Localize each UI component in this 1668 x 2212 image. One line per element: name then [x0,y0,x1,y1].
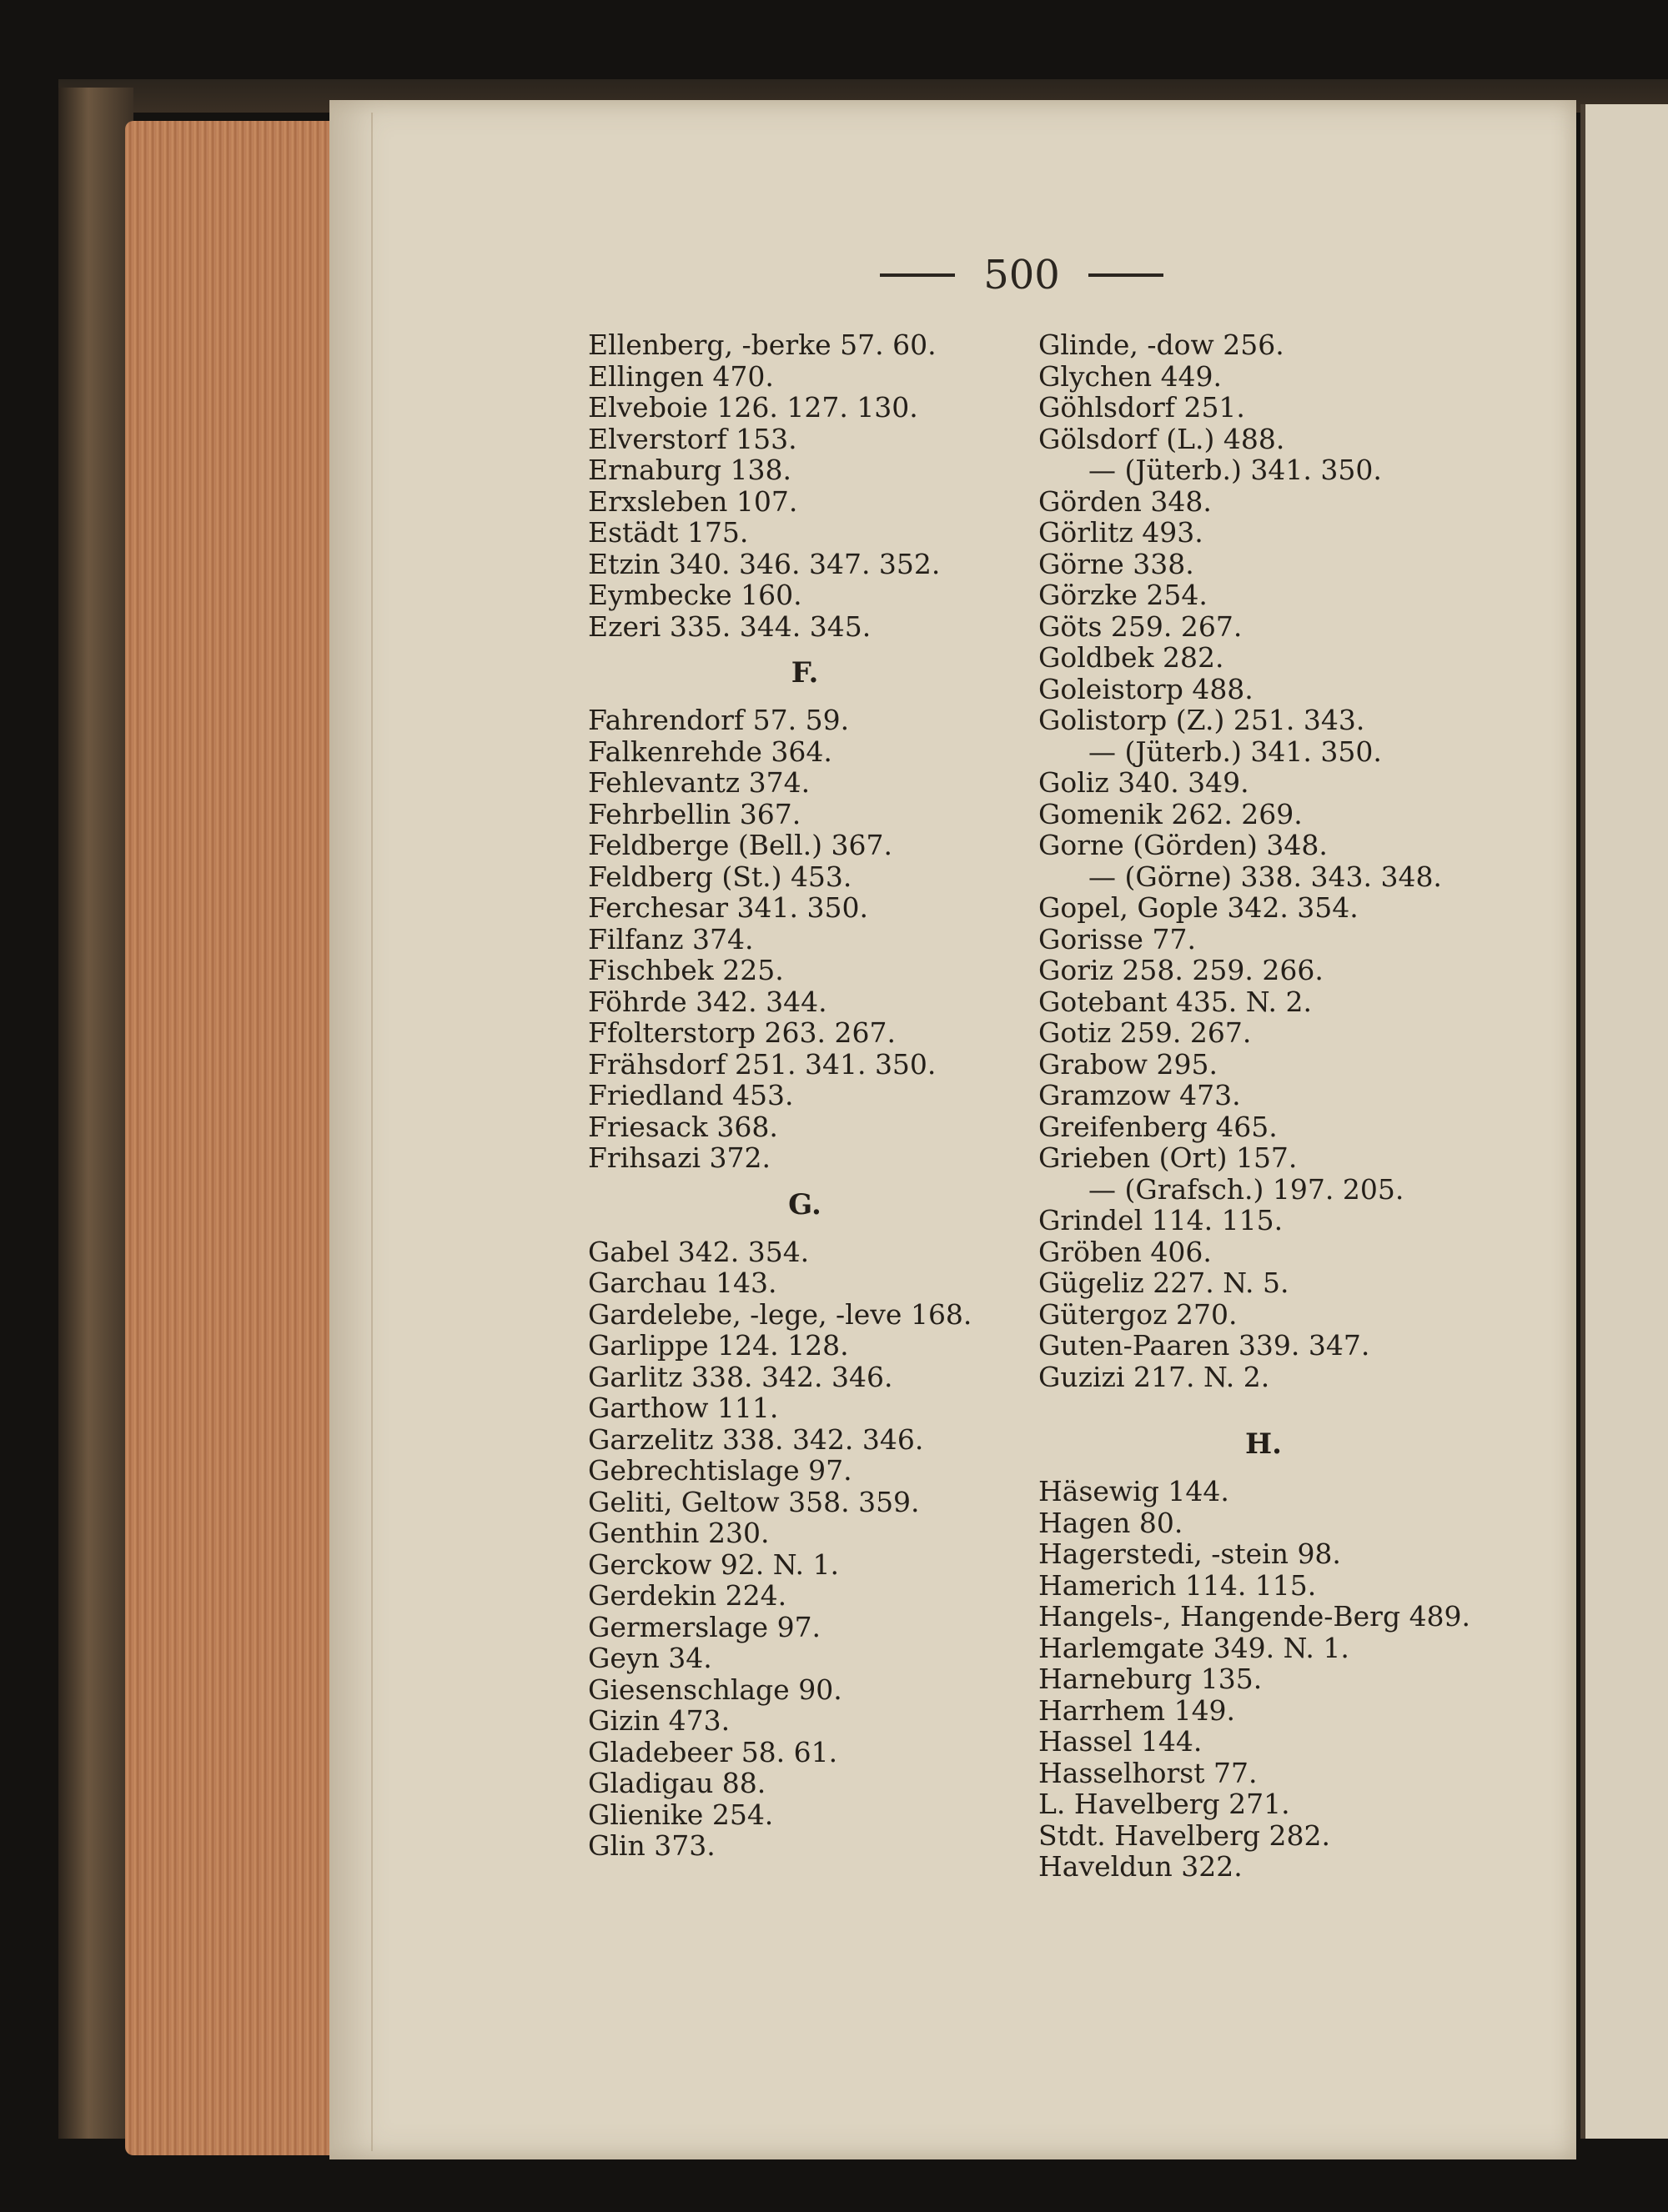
index-entry: Friedland 453. [588,1079,794,1111]
index-entry: Föhrde 342. 344. [588,985,827,1018]
index-entry: Golistorp (Z.) 251. 343. [1038,704,1365,736]
entries-g-end [1038,1205,1472,1392]
index-entry: Gizin 473. [588,1704,731,1737]
index-entry: Garlitz 338. 342. 346. [588,1360,893,1393]
index-entry: Goriz 258. 259. 266. [1038,954,1324,986]
section-heading-h: H. [1245,1427,1282,1461]
header-rule-left [880,273,955,277]
index-entry: Ezeri 335. 344. 345. [588,609,872,643]
book-binding [58,88,133,2139]
index-entry: Göhlsdorf 251. [1038,391,1245,424]
index-entry: Gerdekin 224. [588,1579,787,1612]
index-entry: Fehrbellin 367. [588,797,801,830]
index-entry: Etzin 340. 346. 347. 352. [588,547,941,580]
index-column-left [588,329,1022,1862]
index-entry: Gorisse 77. [1038,922,1196,956]
index-entry: Gebrechtislage 97. [588,1454,852,1487]
index-entry: Ellenberg, -berke 57. 60. [588,329,937,361]
index-entry: Goldbek 282. [1038,641,1224,674]
index-entry: Goleistorp 488. [1038,672,1254,705]
index-entry: Ernaburg 138. [588,454,792,486]
sub-entry: — (Grafsch.) 197. 205. [1088,1172,1404,1206]
index-entry: Eymbecke 160. [588,579,802,611]
index-entry: Hagerstedi, -stein 98. [1038,1537,1341,1570]
index-entry: Gabel 342. 354. [588,1235,810,1268]
index-entry: Hangels-, Hangende-Berg 489. [1038,1600,1471,1633]
index-entry: Greifenberg 465. [1038,1110,1278,1143]
index-entry: Gomenik 262. 269. [1038,797,1303,830]
index-entry: Gramzow 473. [1038,1079,1241,1111]
index-entry: Gardelebe, -lege, -leve 168. [588,1297,972,1331]
index-entry: Frähsdorf 251. 341. 350. [588,1047,937,1081]
index-entry: Guzizi 217. N. 2. [1038,1360,1270,1393]
index-entry: Ferchesar 341. 350. [588,891,868,924]
index-entry: Estädt 175. [588,516,749,549]
index-entry: Elverstorf 153. [588,422,797,455]
index-entry: Hasselhorst 77. [1038,1756,1258,1789]
entries-g-mid [1038,486,1472,736]
index-entry: Falkenrehde 364. [588,735,832,768]
index-entry: Hassel 144. [1038,1725,1203,1758]
index-entry: Grieben (Ort) 157. [1038,1141,1298,1174]
page-header [0,246,1668,304]
index-entry: Glin 373. [588,1829,716,1862]
index-entry: Elveboie 126. 127. 130. [588,391,918,424]
sub-entry: — (Görne) 338. 343. 348. [1088,860,1442,893]
index-entry: Gladigau 88. [588,1767,766,1799]
index-entry: Görne 338. [1038,547,1194,580]
index-entry: Gladebeer 58. 61. [588,1735,838,1768]
index-entry: Fehlevantz 374. [588,766,811,799]
index-entry: Häsewig 144. [1038,1475,1229,1507]
index-entry: Hamerich 114. 115. [1038,1568,1317,1602]
index-entry: Harrhem 149. [1038,1693,1236,1727]
index-entry: Goliz 340. 349. [1038,766,1249,799]
index-entry: Haveldun 322. [1038,1850,1243,1883]
section-heading-f: F. [791,656,819,690]
index-entry: Gölsdorf (L.) 488. [1038,422,1285,455]
index-entry: Grindel 114. 115. [1038,1204,1284,1236]
entries-g-mid2 [1038,767,1472,861]
index-entry: Ffolterstorp 263. 267. [588,1016,896,1049]
sub-entry: — (Jüterb.) 341. 350. [1088,454,1382,486]
index-entry: Harlemgate 349. N. 1. [1038,1631,1349,1664]
index-entry: L. Havelberg 271. [1038,1788,1290,1820]
page-edges [125,121,334,2155]
index-entry: Gotebant 435. N. 2. [1038,985,1313,1018]
index-entry: Giesenschlage 90. [588,1673,842,1706]
index-entry: Gügeliz 227. N. 5. [1038,1267,1289,1299]
index-entry: Friesack 368. [588,1110,778,1143]
index-entry: Görden 348. [1038,484,1212,518]
index-entry: Garzelitz 338. 342. 346. [588,1422,924,1456]
index-entry: Garlippe 124. 128. [588,1329,849,1362]
index-entry: Fischbek 225. [588,954,784,986]
index-entry: Ellingen 470. [588,359,774,393]
index-entry: Gotiz 259. 267. [1038,1016,1252,1049]
index-entry: Fahrendorf 57. 59. [588,704,850,736]
index-entry: Glinde, -dow 256. [1038,329,1284,361]
index-entry: Feldberg (St.) 453. [588,860,852,893]
index-entry: Görlitz 493. [1038,516,1203,549]
index-entry: Hagen 80. [1038,1506,1183,1539]
index-entry: Gorne (Görden) 348. [1038,829,1328,861]
index-entry: Filfanz 374. [588,922,754,956]
index-entry: Grabow 295. [1038,1047,1218,1081]
index-entry: Garthow 111. [588,1392,779,1424]
section-heading-g: G. [788,1187,821,1221]
index-column-right [1038,329,1472,1883]
index-entry: Gopel, Gople 342. 354. [1038,891,1359,924]
index-entry: Geliti, Geltow 358. 359. [588,1485,920,1518]
index-entry: Gröben 406. [1038,1235,1212,1268]
index-entry: Gerckow 92. N. 1. [588,1547,839,1581]
header-rule-right [1088,273,1163,277]
entries-g [588,1236,1022,1862]
entries-e [588,329,1022,642]
index-entry: Guten-Paaren 339. 347. [1038,1329,1370,1362]
index-entry: Göts 259. 267. [1038,609,1243,643]
index-entry: Gütergoz 270. [1038,1297,1238,1331]
index-entry: Geyn 34. [588,1642,712,1674]
index-entry: Glychen 449. [1038,359,1223,393]
entries-h [1038,1476,1472,1883]
index-entry: Garchau 143. [588,1267,777,1299]
index-entry: Görzke 254. [1038,579,1208,611]
index-entry: Glienike 254. [588,1798,774,1831]
index-entry: Germerslage 97. [588,1610,821,1643]
index-entry: Frihsazi 372. [588,1141,771,1174]
page-number: 500 [983,252,1060,298]
entries-g-mid3 [1038,892,1472,1174]
index-entry: Genthin 230. [588,1517,770,1549]
index-entry: Erxsleben 107. [588,484,798,518]
sub-entry: — (Jüterb.) 341. 350. [1088,735,1382,768]
index-entry: Feldberge (Bell.) 367. [588,829,892,861]
facing-page-edge [1580,104,1668,2139]
entries-g-top [1038,329,1472,454]
index-entry: Stdt. Havelberg 282. [1038,1818,1330,1852]
entries-f [588,705,1022,1174]
index-entry: Harneburg 135. [1038,1663,1263,1695]
